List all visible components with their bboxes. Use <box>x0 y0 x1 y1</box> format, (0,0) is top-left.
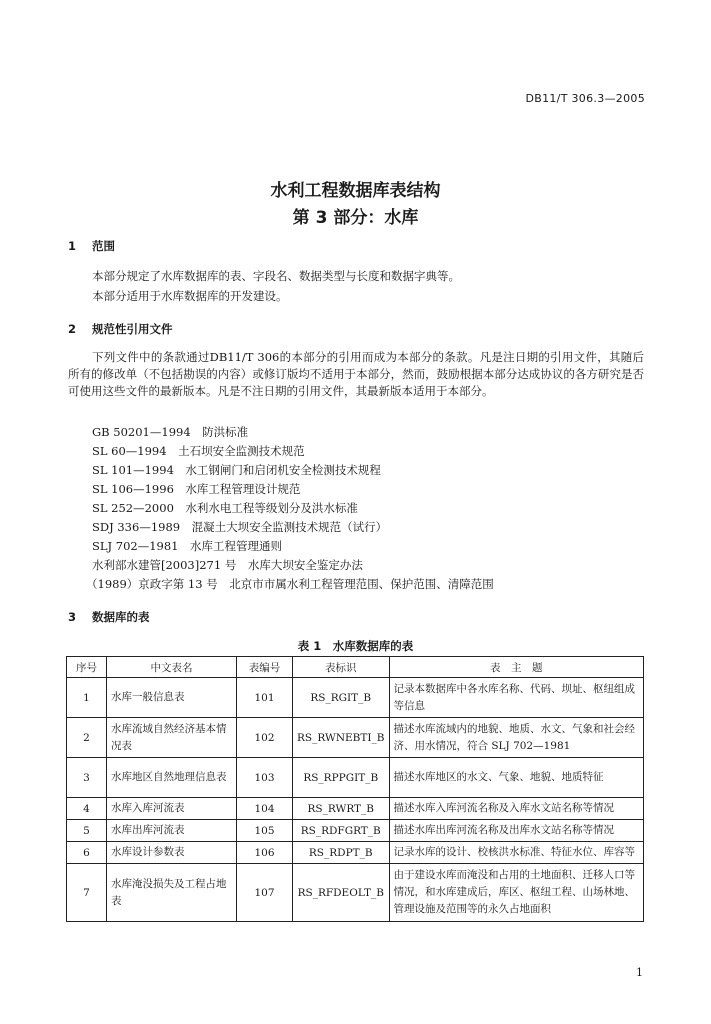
column-header: 表 主 题 <box>389 657 643 678</box>
section-1-paragraph-1: 本部分规定了水库数据库的表、字段名、数据类型与长度和数据字典等。 <box>92 269 460 283</box>
section-title: 数据库的表 <box>92 610 150 624</box>
table-cell: RS_RFDEOLT_B <box>293 864 390 922</box>
column-header: 中文表名 <box>107 657 237 678</box>
table-cell: RS_RDPT_B <box>293 842 390 864</box>
reference-item: SDJ 336—1989 混凝土大坝安全监测技术规范（试行） <box>92 520 388 534</box>
section-2-paragraph: 下列文件中的条款通过DB11/T 306的本部分的引用而成为本部分的条款。凡是注日期的引用文件，其随后所有的修改单（不包括勘误的内容）或修订版均不适用于本部分，然而，鼓励根据本部分达成协议的各方研究是否可使用这些文件的最新版本。凡是不注日期的引用文件，其最新版本适用于本部分。 <box>68 350 644 398</box>
table-cell: 描述水库地区的水文、气象、地貌、地质特征 <box>389 758 643 798</box>
table-cell: 水库淹没损失及工程占地表 <box>107 864 237 922</box>
table-cell: RS_RGIT_B <box>293 678 390 718</box>
reference-item: SL 60—1994 土石坝安全监测技术规范 <box>92 444 305 458</box>
section-title: 规范性引用文件 <box>92 322 173 336</box>
reference-item: SL 106—1996 水库工程管理设计规范 <box>92 482 301 496</box>
table-cell: 由于建设水库而淹没和占用的土地面积、迁移人口等情况，和水库建成后，库区、枢纽工程、山场林地、管理设施及范围等的永久占地面积 <box>389 864 643 922</box>
table-cell: 101 <box>237 678 293 718</box>
reservoir-tables-table <box>66 656 644 922</box>
section-title: 范围 <box>92 239 116 253</box>
table-cell: 水库出库河流表 <box>107 820 237 842</box>
table-cell: 103 <box>237 758 293 798</box>
table-cell: 104 <box>237 798 293 820</box>
section-number: 1 <box>68 239 77 253</box>
table-cell: 水库地区自然地理信息表 <box>107 758 237 798</box>
table-header-row <box>67 657 644 678</box>
table-cell: 描述水库流域内的地貌、地质、水文、气象和社会经济、用水情况，符合 SLJ 702—1981 <box>389 718 643 758</box>
table-cell: 105 <box>237 820 293 842</box>
table-row <box>67 864 644 922</box>
table-cell: 水库入库河流表 <box>107 798 237 820</box>
table-cell: RS_RDFGRT_B <box>293 820 390 842</box>
column-header: 表标识 <box>293 657 390 678</box>
table-cell: 107 <box>237 864 293 922</box>
table-cell: 水库设计参数表 <box>107 842 237 864</box>
table-cell: 记录本数据库中各水库名称、代码、坝址、枢纽组成等信息 <box>389 678 643 718</box>
reference-item: SL 252—2000 水利水电工程等级划分及洪水标准 <box>92 501 358 515</box>
column-header: 序号 <box>67 657 107 678</box>
table-cell: 描述水库出库河流名称及出库水文站名称等情况 <box>389 820 643 842</box>
table-cell: 6 <box>67 842 107 864</box>
document-subtitle: 第 3 部分：水库 <box>292 208 419 228</box>
table-caption: 表 1 水库数据库的表 <box>297 639 414 653</box>
table-cell: 水库流域自然经济基本情况表 <box>107 718 237 758</box>
table-cell: 5 <box>67 820 107 842</box>
table-row <box>67 678 644 718</box>
reference-item: SLJ 702—1981 水库工程管理通则 <box>92 539 282 553</box>
column-header: 表编号 <box>237 657 293 678</box>
document-title: 水利工程数据库表结构 <box>270 181 441 201</box>
reference-item: GB 50201—1994 防洪标准 <box>92 425 249 439</box>
table-cell: RS_RPPGIT_B <box>293 758 390 798</box>
table-row <box>67 718 644 758</box>
section-1-heading <box>68 238 115 254</box>
table-row <box>67 820 644 842</box>
table-cell: RS_RWNEBTI_B <box>293 718 390 758</box>
document-code: DB11/T 306.3—2005 <box>525 92 645 105</box>
table-row <box>67 842 644 864</box>
section-number: 2 <box>68 322 77 336</box>
section-2-heading <box>68 321 173 337</box>
table-cell: 3 <box>67 758 107 798</box>
table-cell: 102 <box>237 718 293 758</box>
table-cell: 1 <box>67 678 107 718</box>
section-number: 3 <box>68 610 77 624</box>
reference-item: SL 101—1994 水工钢闸门和启闭机安全检测技术规程 <box>92 463 381 477</box>
reference-item: （1989）京政字第 13 号 北京市市属水利工程管理范围、保护范围、清障范围 <box>86 577 494 591</box>
table-cell: 4 <box>67 798 107 820</box>
section-3-heading <box>68 609 150 625</box>
table-row <box>67 798 644 820</box>
table-cell: RS_RWRT_B <box>293 798 390 820</box>
table-cell: 7 <box>67 864 107 922</box>
table-cell: 描述水库入库河流名称及入库水文站名称等情况 <box>389 798 643 820</box>
table-cell: 记录水库的设计、校核洪水标准、特征水位、库容等 <box>389 842 643 864</box>
table-cell: 水库一般信息表 <box>107 678 237 718</box>
section-1-paragraph-2: 本部分适用于水库数据库的开发建设。 <box>92 289 288 303</box>
reference-item: 水利部水建管[2003]271 号 水库大坝安全鉴定办法 <box>92 558 363 572</box>
page-number: 1 <box>636 966 643 979</box>
table-cell: 2 <box>67 718 107 758</box>
reference-list <box>86 423 494 594</box>
table-row <box>67 758 644 798</box>
table-cell: 106 <box>237 842 293 864</box>
